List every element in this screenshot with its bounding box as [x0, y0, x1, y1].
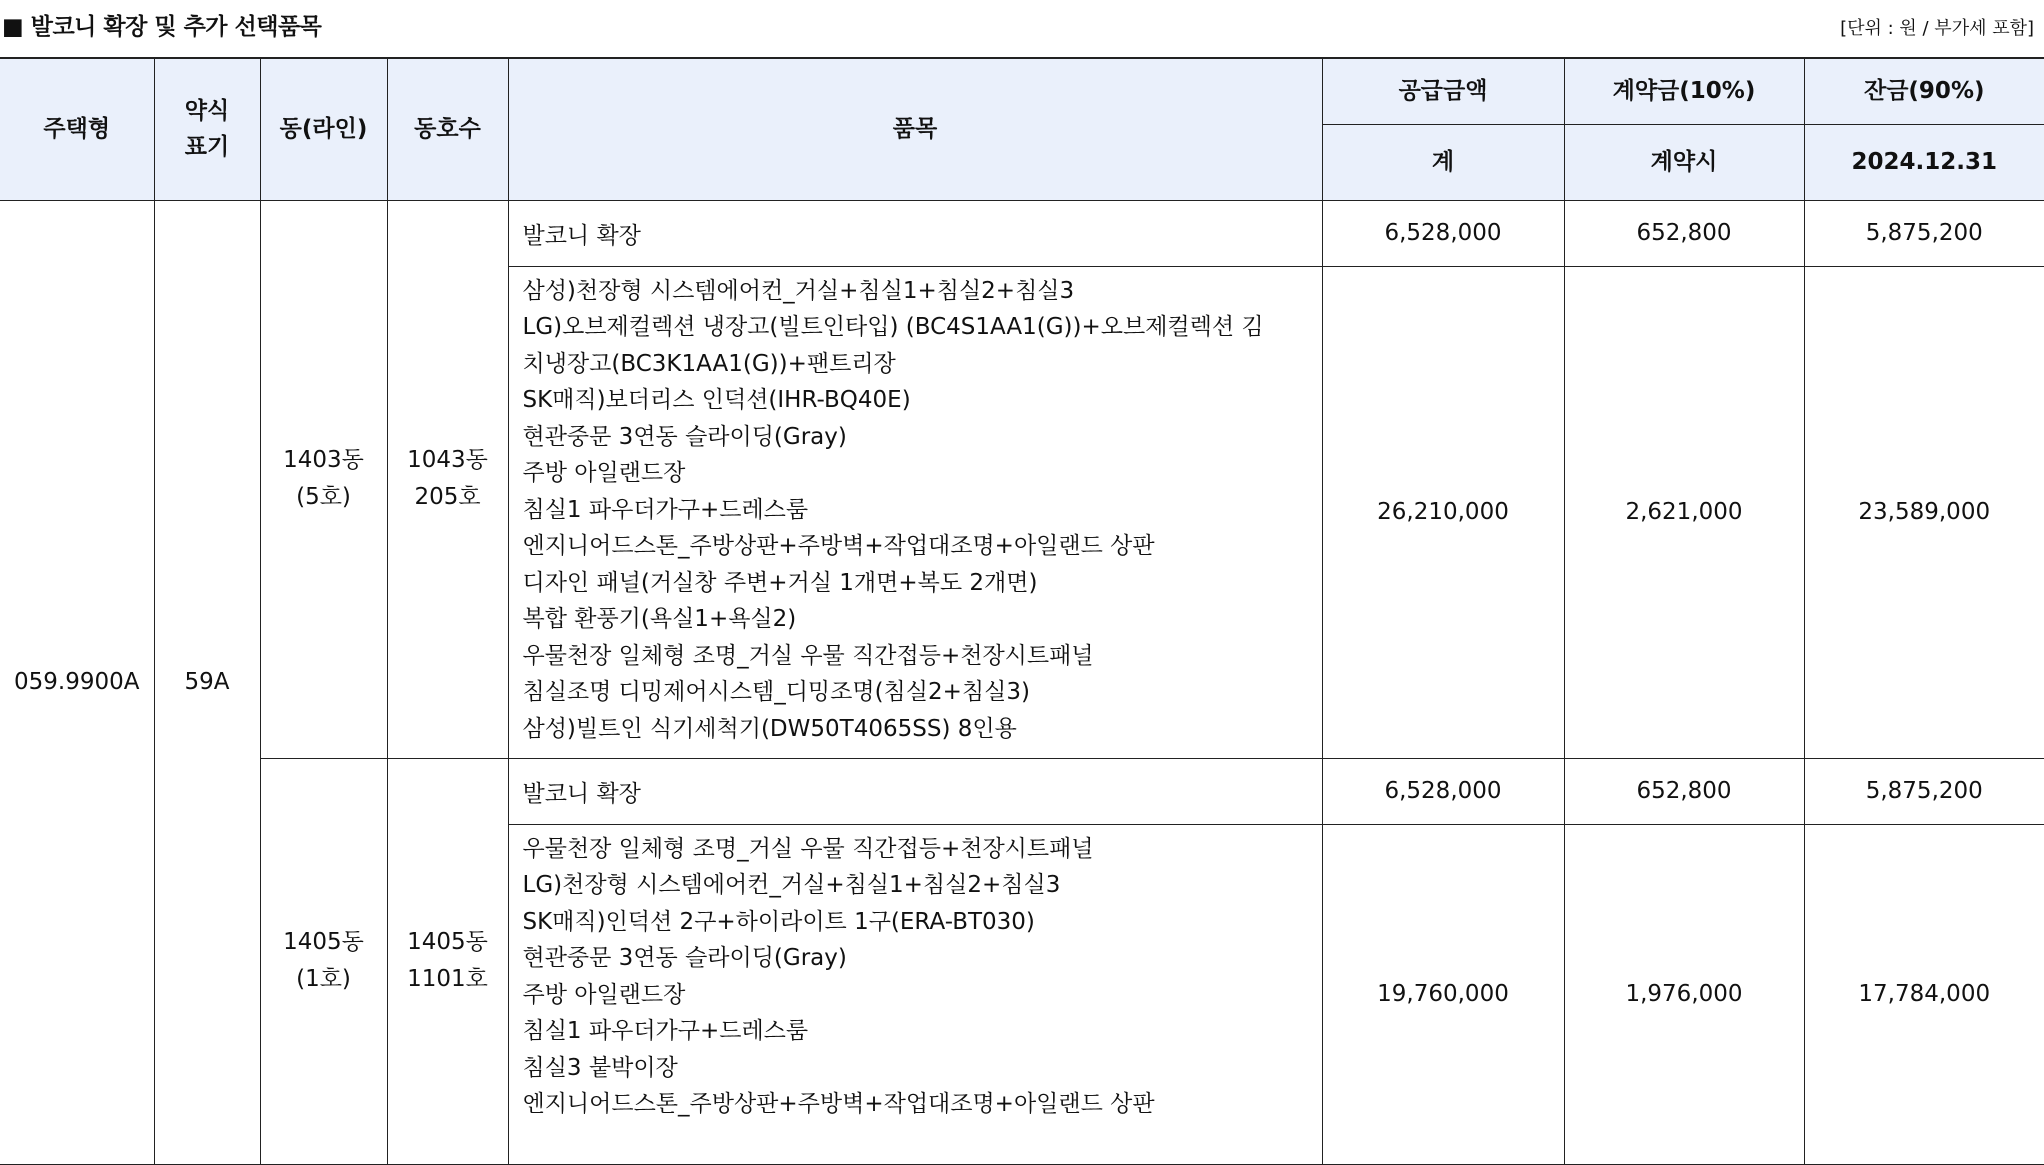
- header-abbr: [154, 58, 260, 200]
- table-row: [0, 200, 2044, 266]
- option-item: 현관중문 3연동 슬라이딩(Gray): [522, 423, 847, 450]
- header-dong-line: 동(라인): [260, 58, 387, 200]
- option-item: 복합 환풍기(욕실1+욕실2): [522, 606, 797, 632]
- dong-line-1: 1405동: [283, 929, 364, 955]
- dong-line-cell: [260, 200, 387, 758]
- options-price-table: [0, 57, 2044, 1165]
- option-item: 디자인 패널(거실창 주변+거실 1개면+복도 2개면): [522, 569, 1038, 596]
- deposit-cell: 2,621,000: [1564, 266, 1804, 758]
- header-unit-no: 동호수: [387, 58, 508, 200]
- header-housing-type: 주택형: [0, 58, 154, 200]
- balance-cell: 23,589,000: [1804, 266, 2044, 758]
- page-title: ■ 발코니 확장 및 추가 선택품목: [2, 14, 322, 40]
- deposit-cell: 1,976,000: [1564, 824, 1804, 1164]
- unit-no-line-1: 1043동: [407, 447, 488, 473]
- option-item: SK매직)보더리스 인덕션(IHR-BQ40E): [522, 387, 911, 413]
- dong-line-1: 1403동: [283, 447, 364, 473]
- header-abbr-line2: 표기: [184, 134, 230, 161]
- balance-cell: 5,875,200: [1804, 758, 2044, 824]
- unit-no-line-2: 1101호: [407, 966, 488, 992]
- header-balance-sub: 2024.12.31: [1804, 124, 2044, 200]
- option-item: 침실3 붙박이장: [522, 1054, 678, 1081]
- header-abbr-line1: 약식: [184, 98, 230, 125]
- option-item: 삼성)천장형 시스템에어컨_거실+침실1+침실2+침실3: [522, 277, 1075, 304]
- item-cell: 발코니 확장: [508, 758, 1322, 824]
- option-item: 엔지니어드스톤_주방상판+주방벽+작업대조명+아일랜드 상판: [522, 1091, 1155, 1117]
- option-item: 침실1 파우더가구+드레스룸: [522, 1018, 809, 1044]
- table-row: [0, 758, 2044, 824]
- option-item: 주방 아일랜드장: [522, 981, 686, 1008]
- unit-no-line-2: 205호: [414, 484, 481, 510]
- housing-type-cell: 059.9900A: [0, 200, 154, 1164]
- dong-line-2: (1호): [296, 966, 351, 992]
- balance-cell: 5,875,200: [1804, 200, 2044, 266]
- option-item: LG)오브제컬렉션 냉장고(빌트인타입) (BC4S1AA1(G))+오브제컬렉션 김: [522, 314, 1264, 340]
- option-item: 침실조명 디밍제어시스템_디밍조명(침실2+침실3): [522, 679, 1030, 705]
- option-item: 침실1 파우더가구+드레스룸: [522, 496, 809, 523]
- header-item: 품목: [508, 58, 1322, 200]
- option-item: 현관중문 3연동 슬라이딩(Gray): [522, 945, 847, 971]
- unit-no-cell: [387, 200, 508, 758]
- dong-line-cell: [260, 758, 387, 1164]
- header-supply: 공급금액: [1322, 58, 1564, 124]
- deposit-cell: 652,800: [1564, 200, 1804, 266]
- item-cell: 발코니 확장: [508, 200, 1322, 266]
- option-item: 주방 아일랜드장: [522, 460, 686, 486]
- supply-cell: 6,528,000: [1322, 200, 1564, 266]
- unit-note: [단위 : 원 / 부가세 포함]: [1840, 18, 2034, 39]
- unit-no-line-1: 1405동: [407, 929, 488, 955]
- option-item: 우물천장 일체형 조명_거실 우물 직간접등+천장시트패널: [522, 642, 1094, 669]
- header-supply-sub: 계: [1322, 124, 1564, 200]
- unit-no-cell: [387, 758, 508, 1164]
- header-deposit-sub: 계약시: [1564, 124, 1804, 200]
- dong-line-2: (5호): [296, 484, 351, 510]
- option-item: LG)천장형 시스템에어컨_거실+침실1+침실2+침실3: [522, 872, 1061, 898]
- deposit-cell: 652,800: [1564, 758, 1804, 824]
- supply-cell: 6,528,000: [1322, 758, 1564, 824]
- option-items-list: [508, 824, 1322, 1164]
- supply-cell: 26,210,000: [1322, 266, 1564, 758]
- abbr-cell: 59A: [154, 200, 260, 1164]
- option-item: 우물천장 일체형 조명_거실 우물 직간접등+천장시트패널: [522, 835, 1094, 862]
- option-item: 삼성)빌트인 식기세척기(DW50T4065SS) 8인용: [522, 715, 1017, 742]
- option-item: 치냉장고(BC3K1AA1(G))+팬트리장: [522, 350, 896, 377]
- supply-cell: 19,760,000: [1322, 824, 1564, 1164]
- option-items-list: [508, 266, 1322, 758]
- option-item: 엔지니어드스톤_주방상판+주방벽+작업대조명+아일랜드 상판: [522, 533, 1155, 559]
- option-item: SK매직)인덕션 2구+하이라이트 1구(ERA-BT030): [522, 908, 1035, 935]
- header-balance: 잔금(90%): [1804, 58, 2044, 124]
- balance-cell: 17,784,000: [1804, 824, 2044, 1164]
- header-deposit: 계약금(10%): [1564, 58, 1804, 124]
